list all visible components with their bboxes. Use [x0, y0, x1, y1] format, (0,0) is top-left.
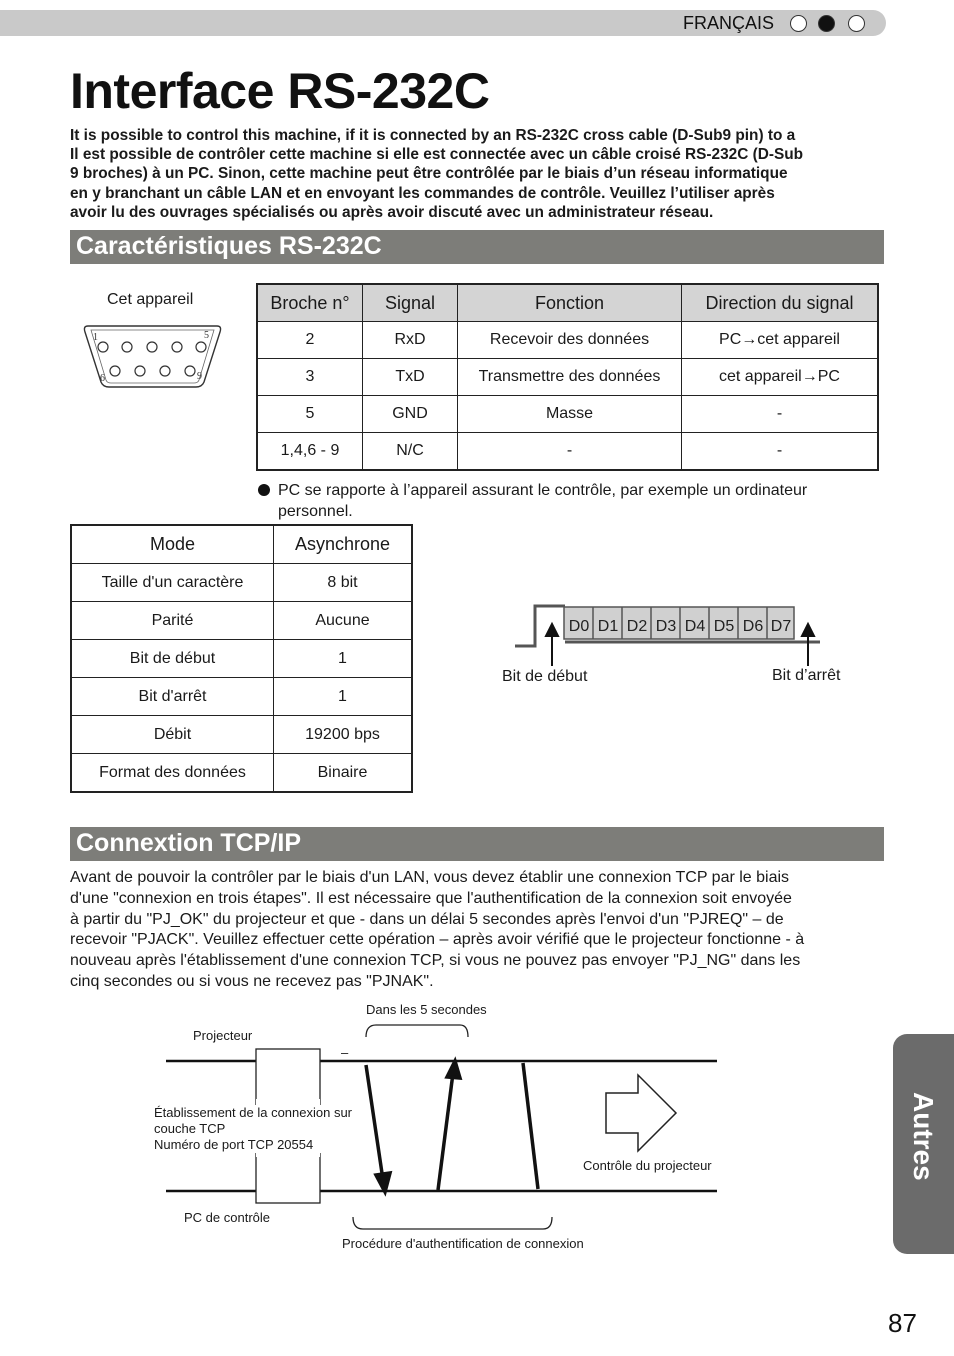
label-line: couche TCP: [154, 1121, 226, 1136]
section-heading-rs232c: [70, 230, 884, 264]
page-title: Interface RS-232C: [70, 63, 490, 119]
table-cell: 1: [274, 678, 413, 716]
table-cell: Débit: [71, 716, 274, 754]
pin-label: 5: [204, 330, 209, 341]
auth-procedure-label: Procédure d'authentification de connexion: [342, 1236, 584, 1251]
indicator-dot-1: [790, 15, 807, 32]
col-header: Direction du signal: [682, 284, 879, 322]
table-cell: Recevoir des données: [458, 322, 682, 359]
connector-label: Cet appareil: [107, 291, 194, 308]
indicator-dot-2: [818, 15, 835, 32]
paragraph-line: d'une "connexion en trois étapes". Il est nécessaire que l'authentification de la connexion soit envoyée: [70, 889, 792, 907]
bit-label: D4: [684, 618, 706, 635]
table-row: [71, 564, 412, 602]
paragraph-line: à partir du "PJ_OK" du projecteur et que - dans un délai 5 secondes après l'envoi d'un "PJREQ" – de: [70, 910, 784, 928]
table-cell: Masse: [458, 396, 682, 433]
table-cell: 3: [257, 359, 363, 396]
label-line: Établissement de la connexion sur: [154, 1105, 353, 1120]
projector-control-label: Contrôle du projecteur: [583, 1158, 712, 1173]
table-cell: PC→cet appareil: [682, 322, 879, 359]
bit-label: D5: [713, 618, 735, 635]
intro-line: avoir lu des ouvrages spécialisés ou après avoir discuté avec un administrateur réseau.: [70, 203, 714, 221]
table-cell: Bit d'arrêt: [71, 678, 274, 716]
start-bit-label: Bit de début: [502, 668, 588, 685]
table-cell: 5: [257, 396, 363, 433]
table-cell: 19200 bps: [274, 716, 413, 754]
table-cell: -: [682, 433, 879, 471]
table-cell: Taille d'un caractère: [71, 564, 274, 602]
table-cell: 1,4,6 - 9: [257, 433, 363, 471]
table-cell: -: [458, 433, 682, 471]
paragraph-line: nouveau après l'établissement d'une connexion TCP, si vous ne pouvez pas envoyer "PJ_NG" dans les: [70, 952, 801, 970]
dash-mark: –: [341, 1045, 349, 1060]
pin-label: 6: [100, 373, 105, 384]
intro-line: It is possible to control this machine, if it is connected by an RS-232C cross cable (D-Sub9 pin) to a: [70, 127, 796, 144]
stop-bit-label: Bit d’arrêt: [772, 667, 841, 684]
pin-label: 1: [93, 332, 98, 343]
table-cell: 8 bit: [274, 564, 413, 602]
section-heading-tcpip: [70, 827, 884, 861]
table-cell: RxD: [363, 322, 458, 359]
side-tab-autres[interactable]: [893, 1034, 954, 1254]
table-row: [71, 678, 412, 716]
table-row: [257, 396, 878, 433]
intro-line: Il est possible de contrôler cette machine si elle est connectée avec un câble croisé RS-232C (D-Sub: [70, 146, 804, 164]
table-cell: Transmettre des données: [458, 359, 682, 396]
bit-label: D2: [626, 618, 648, 635]
mode-table: [70, 524, 413, 793]
side-tab-label: Autres: [908, 1092, 939, 1181]
section-title: Caractéristiques RS-232C: [76, 232, 382, 260]
indicator-dot-3: [848, 15, 865, 32]
bit-label: D6: [742, 618, 764, 635]
table-cell: Aucune: [274, 602, 413, 640]
table-row: [257, 433, 878, 471]
intro-text: [70, 126, 890, 222]
paragraph-line: Avant de pouvoir la contrôler par le biais d'un LAN, vous devez établir une connexion TCP par le biais: [70, 869, 790, 886]
table-row: [71, 602, 412, 640]
label-line: Numéro de port TCP 20554: [154, 1137, 314, 1152]
intro-line: 9 broches) à un PC. Sinon, cette machine peut être contrôlée par le biais d’un réseau informatique: [70, 165, 788, 183]
pin-table: [256, 283, 879, 471]
note-text: PC se rapporte à l’appareil assurant le contrôle, par exemple un ordinateur personnel.: [278, 482, 808, 520]
bit-label: D7: [770, 618, 792, 635]
table-row: [71, 754, 412, 793]
col-header: Signal: [363, 284, 458, 322]
table-cell: Asynchrone: [274, 525, 413, 564]
bit-label: D0: [568, 618, 590, 635]
table-cell: GND: [363, 396, 458, 433]
table-row: [71, 640, 412, 678]
bit-label: D3: [655, 618, 677, 635]
tcp-establish-label: [154, 1105, 352, 1153]
table-cell: Binaire: [274, 754, 413, 793]
tcp-paragraph: [70, 868, 870, 993]
pin-label: 9: [197, 371, 202, 382]
intro-line: en y branchant un câble LAN et en envoyant les commandes de contrôle. Veuillez l’utiliser après: [70, 184, 775, 202]
paragraph-line: recevoir "PJACK". Veuillez effectuer cette opération – après avoir vérifié que le projecteur fonctionne - à: [70, 931, 805, 949]
col-header: Fonction: [458, 284, 682, 322]
table-row: [71, 716, 412, 754]
control-pc-label: PC de contrôle: [184, 1210, 270, 1225]
page-number: 87: [888, 1308, 917, 1338]
table-cell: Parité: [71, 602, 274, 640]
table-cell: cet appareil→PC: [682, 359, 879, 396]
dsub9-connector-icon: [80, 320, 225, 392]
bullet-icon: [258, 484, 270, 496]
language-label: FRANÇAIS: [683, 13, 775, 33]
table-cell: 2: [257, 322, 363, 359]
table-cell: -: [682, 396, 879, 433]
within-5s-label: Dans les 5 secondes: [366, 1002, 487, 1017]
table-cell: Mode: [71, 525, 274, 564]
table-cell: N/C: [363, 433, 458, 471]
paragraph-line: cinq secondes ou si vous ne recevez pas "PJNAK".: [70, 972, 434, 990]
table-cell: Bit de début: [71, 640, 274, 678]
table-cell: TxD: [363, 359, 458, 396]
bit-label: D1: [597, 618, 619, 635]
table-cell: Format des données: [71, 754, 274, 793]
section-title: Connextion TCP/IP: [76, 829, 301, 857]
table-cell: 1: [274, 640, 413, 678]
table-row: [71, 525, 412, 564]
table-row: [257, 322, 878, 359]
projector-label: Projecteur: [193, 1028, 253, 1043]
col-header: Broche n°: [257, 284, 363, 322]
table-row: [257, 359, 878, 396]
